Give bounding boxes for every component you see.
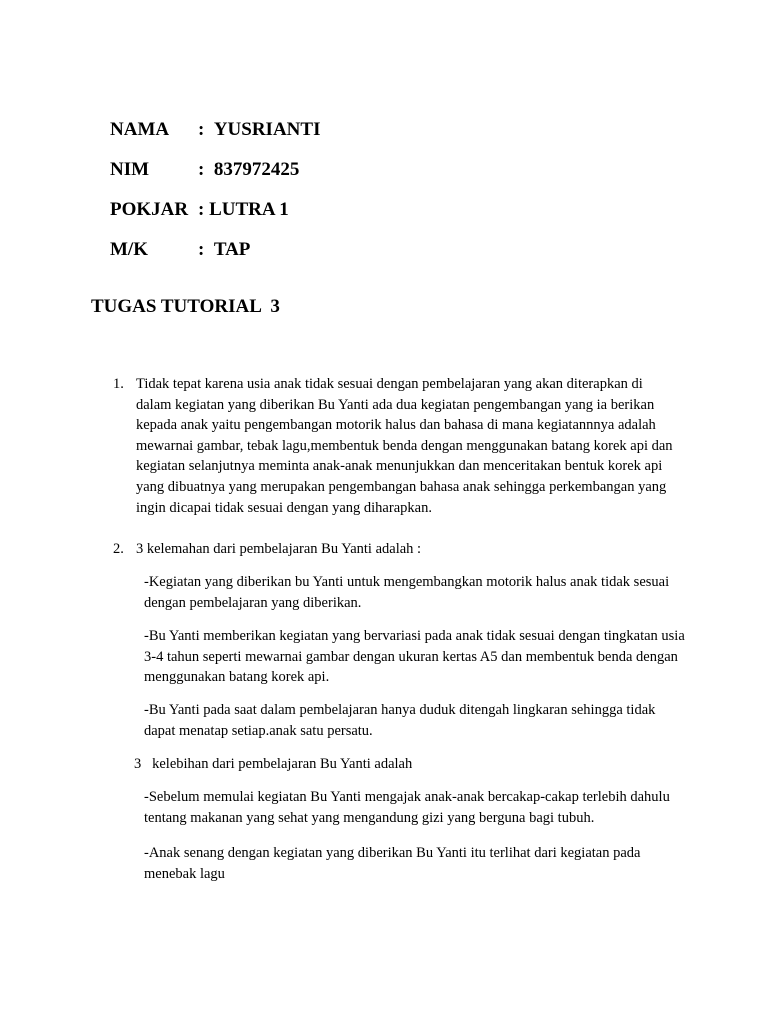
strength-paragraph: -Sebelum memulai kegiatan Bu Yanti mengajak anak-anak bercakap-cakap terlebih dahulu tentang makanan yang sehat yang mengandung gizi yang berguna bagi tubuh. [144,789,670,826]
weakness-paragraph: -Bu Yanti pada saat dalam pembelajaran hanya duduk ditengah lingkaran sehingga tidak dapat menatap setiap.anak satu persatu. [144,702,656,739]
header-label-nama: NAMA [110,119,170,140]
header-label-pokjar: POKJAR [110,199,189,220]
answer-text: Tidak tepat karena usia anak tidak sesuai dengan pembelajaran yang akan diterapkan di dalam kegiatan yang diberikan Bu Yanti ada dua kegiatan pengembangan yang ia berikan kepada anak yaitu pengembangan motorik halus dan bahasa di mana kegiatannnya adalah mewarnai gambar, tebak lagu,membentuk benda dengan menggunakan batang korek api dan kegiatan selanjutnya meminta anak-anak menunjukkan dan menceritakan bentuk korek api yang dibuatnya yang merupakan pengembangan bahasa anak sehingga perkembangan yang ingin dicapai tidak sesuai dengan yang diharapkan. [136,376,673,516]
header-value-pokjar: LUTRA 1 [209,199,289,220]
document-title: TUGAS TUTORIAL 3 [91,296,280,317]
header-separator: : [198,159,214,180]
answer-text: 3 kelemahan dari pembelajaran Bu Yanti adalah : [136,541,422,557]
header-separator: : [198,239,214,260]
list-number: 1. [113,376,124,392]
header-separator: : [198,199,210,220]
header-label-nim: NIM [110,159,150,180]
weakness-paragraph: -Kegiatan yang diberikan bu Yanti untuk mengembangkan motorik halus anak tidak sesuai dengan pembelajaran yang diberikan. [144,574,670,611]
header-row-mk [91,214,250,286]
header-value-nama: YUSRIANTI [213,119,321,140]
header-value-mk: TAP [213,239,251,260]
header-separator: : [198,119,214,140]
strengths-heading: 3 kelebihan dari pembelajaran Bu Yanti adalah [134,756,413,772]
strength-paragraph: -Anak senang dengan kegiatan yang diberikan Bu Yanti itu terlihat dari kegiatan pada menebak lagu [144,845,641,882]
header-label-mk: M/K [110,239,148,260]
weakness-paragraph: -Bu Yanti memberikan kegiatan yang bervariasi pada anak tidak sesuai dengan tingkatan usia 3-4 tahun seperti mewarnai gambar dengan ukuran kertas A5 dan membentuk benda dengan menggunakan batang korek api. [144,628,685,686]
list-number: 2. [113,541,124,557]
header-value-nim: 837972425 [213,159,300,180]
